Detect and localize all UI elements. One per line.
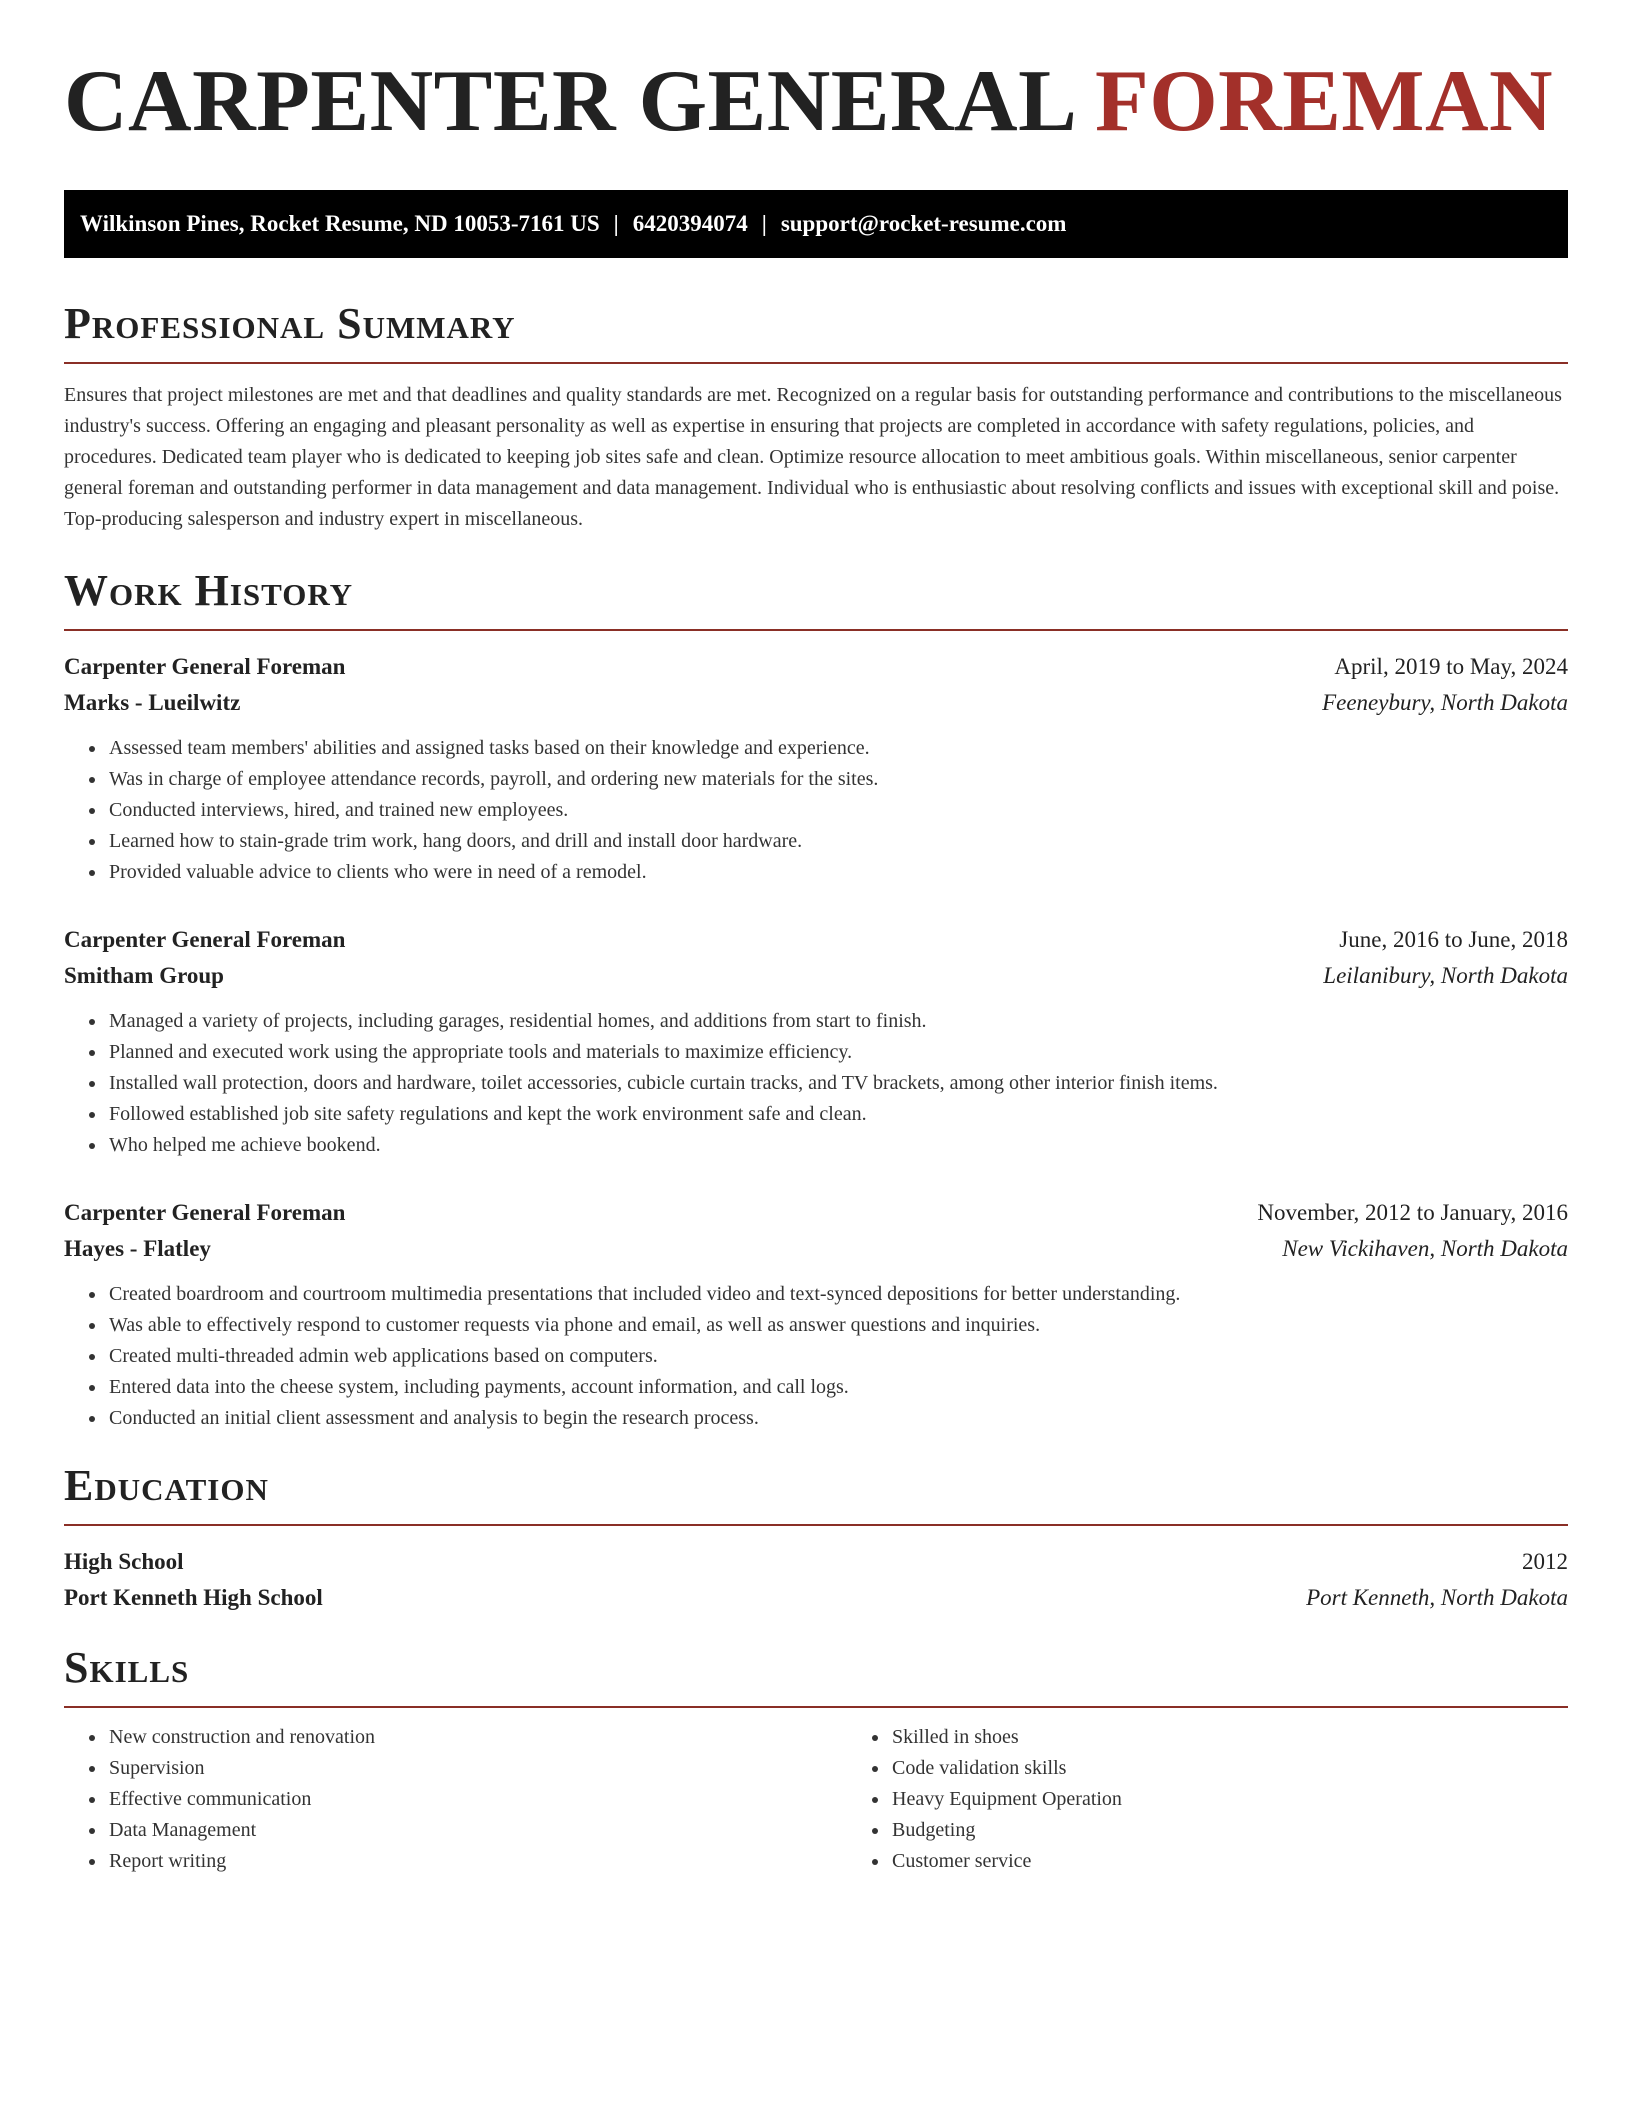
list-item: • Followed established job site safety regulations and kept the work environment safe and clean.	[107, 1099, 1568, 1130]
skill-item: • Heavy Equipment Operation	[890, 1784, 1568, 1815]
job-location: New Vickihaven, North Dakota	[1282, 1236, 1568, 1261]
list-item: • Who helped me achieve bookend.	[107, 1130, 1568, 1161]
skills-columns	[64, 1722, 1568, 1877]
skills-list-left	[64, 1722, 847, 1877]
list-item: • Assessed team members' abilities and assigned tasks based on their knowledge and experience.	[107, 733, 1568, 764]
contact-bar	[64, 190, 1568, 258]
job-company-row	[64, 685, 1568, 721]
list-item: • Learned how to stain-grade trim work, hang doors, and drill and install door hardware.	[107, 826, 1568, 857]
section-title: Professional Summary	[64, 299, 516, 348]
education-section	[64, 1460, 1568, 1616]
skill-item: • Customer service	[890, 1846, 1568, 1877]
job-dates: November, 2012 to January, 2016	[1257, 1200, 1568, 1225]
education-year: 2012	[1522, 1549, 1568, 1574]
skill-item: • Data Management	[107, 1815, 847, 1846]
job-dates: April, 2019 to May, 2024	[1334, 654, 1568, 679]
list-item: • Conducted an initial client assessment and analysis to begin the research process.	[107, 1403, 1568, 1434]
job-entry	[64, 649, 1568, 888]
list-item: • Entered data into the cheese system, including payments, account information, and call logs.	[107, 1372, 1568, 1403]
section-divider	[64, 1524, 1568, 1526]
job-dates: June, 2016 to June, 2018	[1339, 927, 1568, 952]
section-title: Education	[64, 1461, 269, 1510]
list-item: • Created boardroom and courtroom multimedia presentations that included video and text-synced depositions for better understanding.	[107, 1279, 1568, 1310]
list-item: • Installed wall protection, doors and hardware, toilet accessories, cubicle curtain tracks, and TV brackets, among other interior finish items.	[107, 1068, 1568, 1099]
list-item: • Provided valuable advice to clients who were in need of a remodel.	[107, 857, 1568, 888]
list-item: • Was able to effectively respond to customer requests via phone and email, as well as answer questions and inquiries.	[107, 1310, 1568, 1341]
skill-item: • Code validation skills	[890, 1753, 1568, 1784]
skills-list-right	[847, 1722, 1568, 1877]
section-title: Work History	[64, 566, 354, 615]
list-item: • Managed a variety of projects, including garages, residential homes, and additions from start to finish.	[107, 1006, 1568, 1037]
job-company: Marks - Lueilwitz	[64, 690, 241, 715]
skill-item: • Supervision	[107, 1753, 847, 1784]
job-company: Hayes - Flatley	[64, 1236, 211, 1261]
job-title: Carpenter General Foreman	[64, 927, 346, 952]
section-divider	[64, 1706, 1568, 1708]
job-company-row	[64, 958, 1568, 994]
list-item: • Planned and executed work using the appropriate tools and materials to maximize efficiency.	[107, 1037, 1568, 1068]
job-title: Carpenter General Foreman	[64, 654, 346, 679]
education-entry	[64, 1544, 1568, 1616]
job-location: Leilanibury, North Dakota	[1323, 963, 1568, 988]
name-first-part: CARPENTER GENERAL	[64, 53, 1073, 150]
contact-phone: 6420394074	[632, 211, 748, 236]
education-location: Port Kenneth, North Dakota	[1306, 1585, 1568, 1610]
summary-text: Ensures that project milestones are met and that deadlines and quality standards are met. Recognized on a regular basis for outstanding performance and contributions to the miscellaneous industry's success. Offering an engaging and pleasant personality as well as expertise in ensuring that projects are completed in accordance with safety regulations, policies, and procedures. Dedicated team player who is dedicated to keeping job sites safe and clean. Optimize resource allocation to meet ambitious goals. Within miscellaneous, senior carpenter general foreman and outstanding performer in data management and data management. Individual who is enthusiastic about resolving conflicts and issues with exceptional skill and poise. Top-producing salesperson and industry expert in miscellaneous.	[64, 384, 1562, 530]
contact-email[interactable]: support@rocket-resume.com	[780, 211, 1067, 236]
job-bullets	[64, 733, 1568, 888]
contact-separator: |	[613, 211, 619, 236]
education-school-row	[64, 1580, 1568, 1616]
job-bullets	[64, 1006, 1568, 1161]
section-divider	[64, 362, 1568, 364]
skill-item: • Effective communication	[107, 1784, 847, 1815]
work-history-section	[64, 565, 1568, 1434]
list-item: • Was in charge of employee attendance records, payroll, and ordering new materials for the sites.	[107, 764, 1568, 795]
skill-item: • Budgeting	[890, 1815, 1568, 1846]
skill-item: • Skilled in shoes	[890, 1722, 1568, 1753]
skill-item: • New construction and renovation	[107, 1722, 847, 1753]
contact-separator: |	[761, 211, 767, 236]
job-header-row	[64, 922, 1568, 958]
name-accent-part: FOREMAN	[1094, 53, 1554, 150]
resume-name	[64, 52, 1568, 152]
list-item: • Created multi-threaded admin web applications based on computers.	[107, 1341, 1568, 1372]
job-company: Smitham Group	[64, 963, 224, 988]
education-degree: High School	[64, 1549, 184, 1574]
job-entry	[64, 1195, 1568, 1434]
section-title: Skills	[64, 1643, 190, 1692]
contact-address: Wilkinson Pines, Rocket Resume, ND 10053-7161 US	[80, 211, 600, 236]
list-item: • Conducted interviews, hired, and trained new employees.	[107, 795, 1568, 826]
summary-section	[64, 298, 1568, 535]
section-divider	[64, 629, 1568, 631]
job-header-row	[64, 1195, 1568, 1231]
job-header-row	[64, 649, 1568, 685]
job-entry	[64, 922, 1568, 1161]
job-location: Feeneybury, North Dakota	[1322, 690, 1568, 715]
education-school: Port Kenneth High School	[64, 1585, 323, 1610]
skill-item: • Report writing	[107, 1846, 847, 1877]
education-header-row	[64, 1544, 1568, 1580]
job-title: Carpenter General Foreman	[64, 1200, 346, 1225]
job-bullets	[64, 1279, 1568, 1434]
job-company-row	[64, 1231, 1568, 1267]
skills-section	[64, 1642, 1568, 1877]
